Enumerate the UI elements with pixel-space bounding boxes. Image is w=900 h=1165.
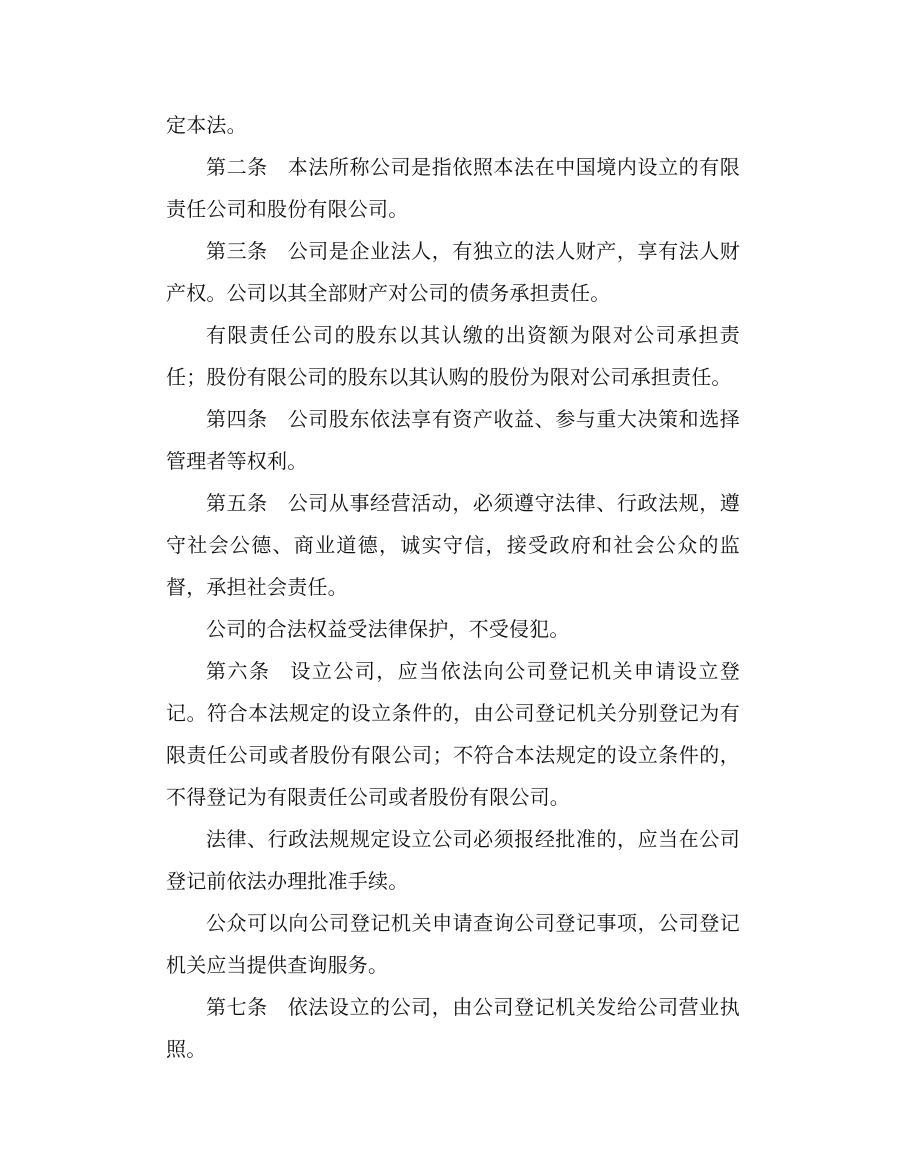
article-6-paragraph-3 <box>166 902 740 986</box>
article-3 <box>166 230 740 314</box>
paragraph-text: 有限责任公司的股东以其认缴的出资额为限对公司承担责任；股份有限公司的股东以其认购的股份为限对公司承担责任。 <box>166 323 740 389</box>
paragraph-text: 公众可以向公司登记机关申请查询公司登记事项，公司登记机关应当提供查询服务。 <box>166 911 740 977</box>
paragraph-text: 本法所称公司是指依照本法在中国境内设立的有限责任公司和股份有限公司。 <box>166 155 740 221</box>
article-number: 第三条 <box>206 239 268 263</box>
paragraph-text: 法律、行政法规规定设立公司必须报经批准的，应当在公司登记前依法办理批准手续。 <box>166 827 740 893</box>
article-number: 第五条 <box>206 491 268 515</box>
paragraph-text: 公司从事经营活动，必须遵守法律、行政法规，遵守社会公德、商业道德，诚实守信，接受政府和社会公众的监督，承担社会责任。 <box>166 491 740 599</box>
paragraph-text: 公司是企业法人，有独立的法人财产，享有法人财产权。公司以其全部财产对公司的债务承担责任。 <box>166 239 740 305</box>
article-6 <box>166 650 740 818</box>
article-5-paragraph-2 <box>166 608 740 650</box>
paragraph-text: 公司的合法权益受法律保护，不受侵犯。 <box>206 617 570 641</box>
article-2 <box>166 146 740 230</box>
paragraph-text: 设立公司，应当依法向公司登记机关申请设立登记。符合本法规定的设立条件的，由公司登记机关分别登记为有限责任公司或者股份有限公司；不符合本法规定的设立条件的，不得登记为有限责任公司或者股份有限公司。 <box>166 659 741 809</box>
document-body <box>166 104 740 1070</box>
paragraph-text: 公司股东依法享有资产收益、参与重大决策和选择管理者等权利。 <box>166 407 740 473</box>
article-5 <box>166 482 740 608</box>
paragraph-continuation <box>166 104 740 146</box>
article-4 <box>166 398 740 482</box>
article-number: 第六条 <box>206 659 271 683</box>
article-6-paragraph-2 <box>166 818 740 902</box>
article-number: 第七条 <box>206 995 268 1019</box>
paragraph-text: 定本法。 <box>166 113 247 137</box>
article-7 <box>166 986 740 1070</box>
article-number: 第四条 <box>206 407 268 431</box>
article-3-paragraph-2 <box>166 314 740 398</box>
article-number: 第二条 <box>206 155 268 179</box>
paragraph-text: 依法设立的公司，由公司登记机关发给公司营业执照。 <box>166 995 740 1061</box>
